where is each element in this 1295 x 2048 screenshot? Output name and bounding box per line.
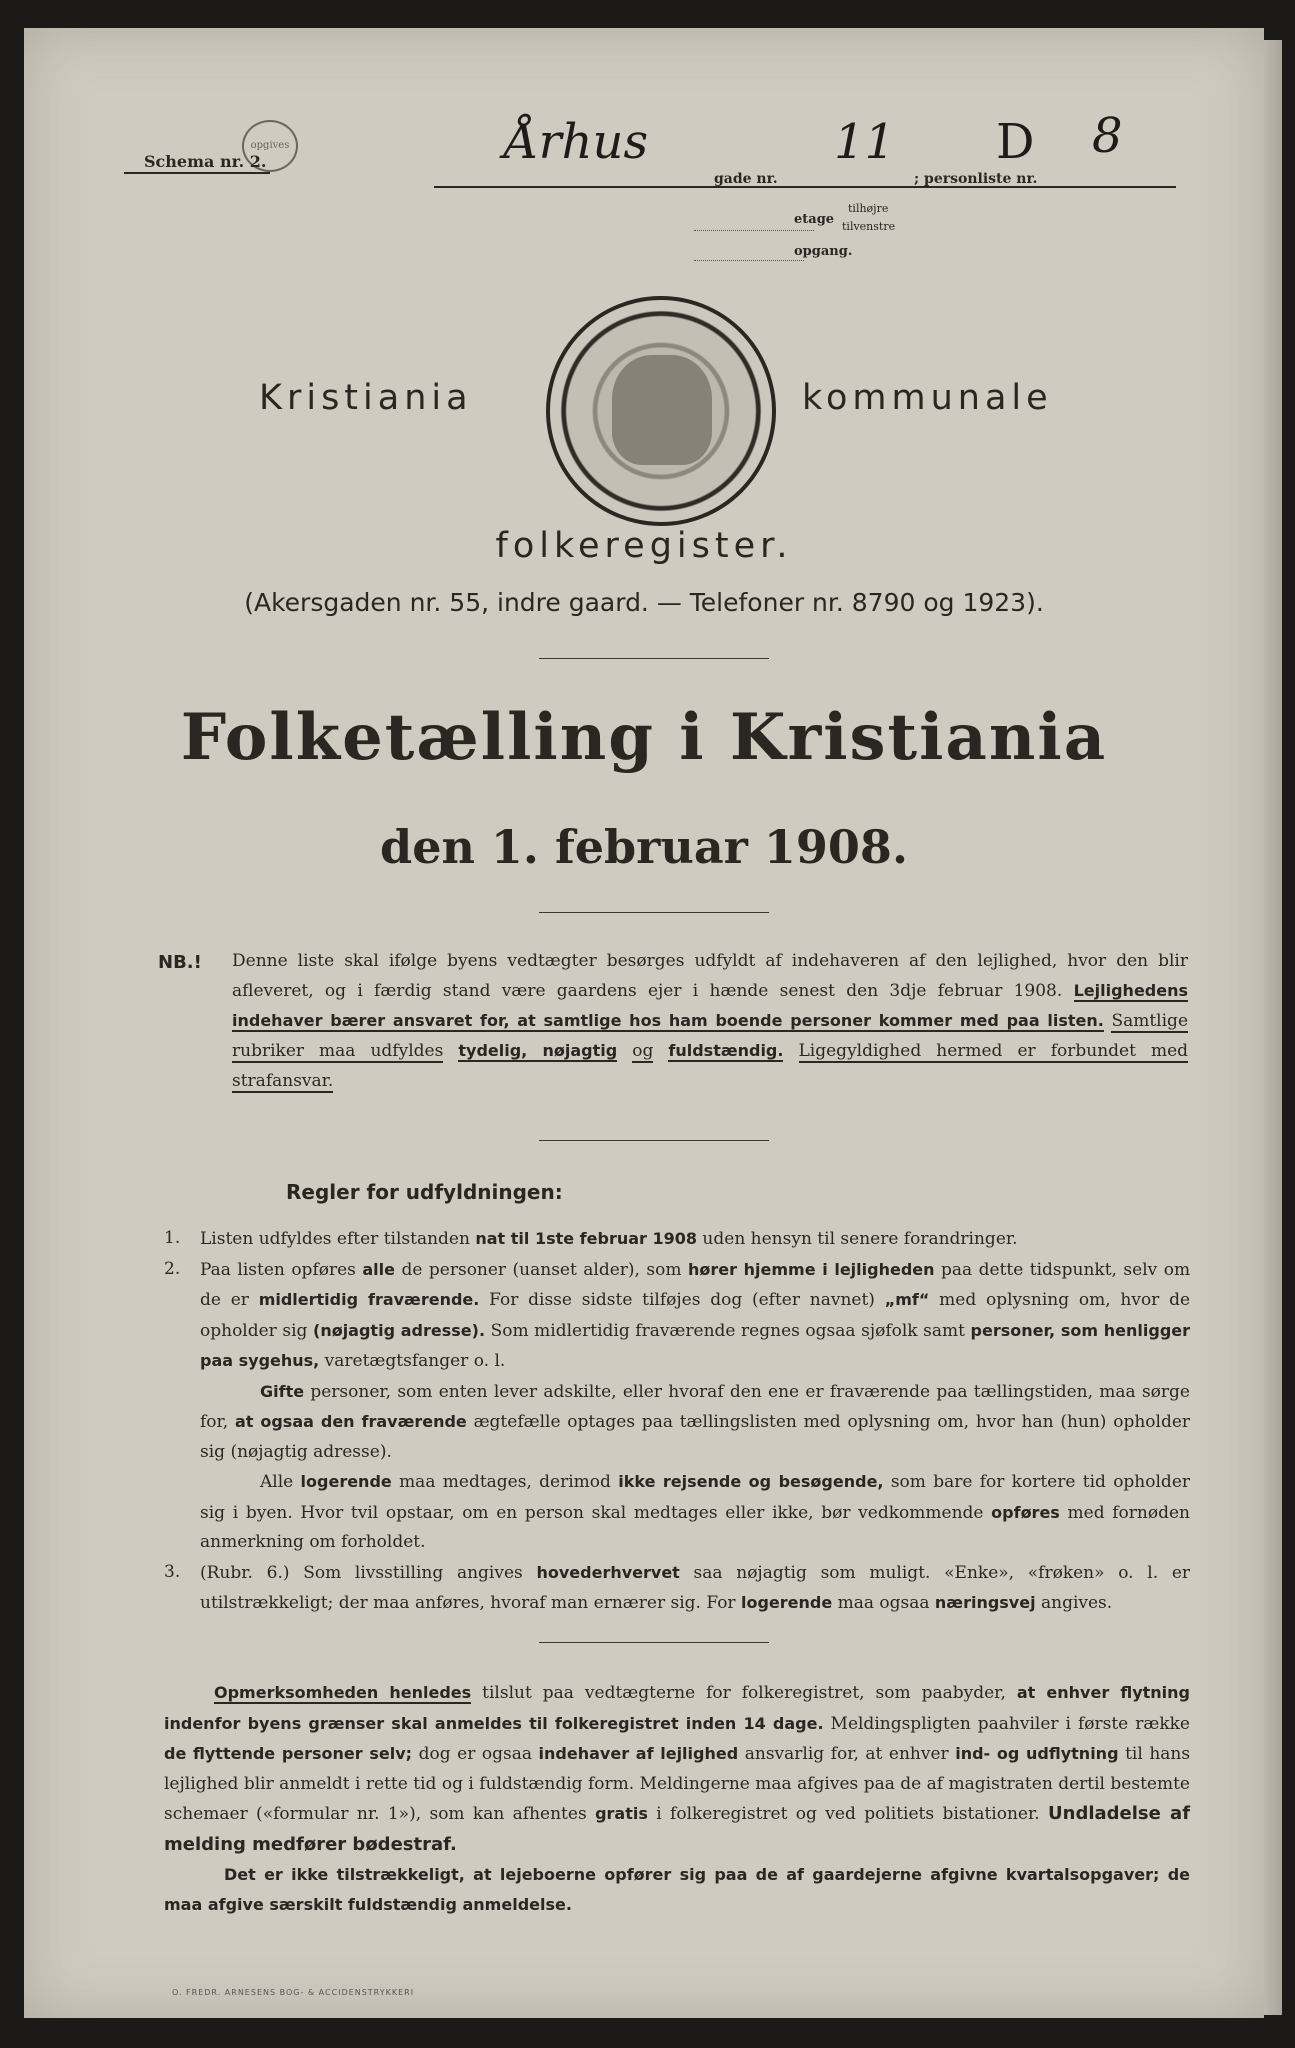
divider-1	[539, 658, 769, 659]
rules-heading: Regler for udfyldningen:	[286, 1180, 563, 1204]
divider-4	[539, 1642, 769, 1643]
rule-2-i: med oplysning om, hvor de opholder sig	[200, 1290, 1191, 1341]
rule-2-p2b: personer, som enten lever adskilte, eller hvoraf den ene er fraværende paa tællingstiden, maa sørge for,	[200, 1381, 1190, 1432]
nb-text-2: Lejlighedens indehaver bærer ansvaret for, at samtlige hos ham boende personer kommer med paa listen.	[232, 981, 1189, 1030]
rule-2-paragraph-3	[200, 1467, 1190, 1558]
handwritten-gade-nr: 11	[834, 114, 896, 170]
handwritten-letter: D	[996, 114, 1035, 170]
rule-1	[164, 1224, 1190, 1255]
nb-text-4: tydelig, nøjagtig	[458, 1041, 618, 1060]
rule-2-p2c: at ogsaa den fraværende	[234, 1412, 467, 1431]
office-address: (Akersgaden nr. 55, indre gaard. — Telefoner nr. 8790 og 1923).	[244, 588, 1044, 617]
nb-text-3: Samtlige rubriker maa udfyldes	[232, 1011, 1189, 1061]
notice-f: dog er ogsaa	[418, 1744, 532, 1764]
rule-2-paragraph-2	[200, 1377, 1190, 1468]
rule-2-p3a: Alle	[260, 1472, 294, 1492]
rule-2-m: varetægtsfanger o. l.	[324, 1351, 506, 1371]
opgang-dots	[694, 260, 804, 261]
notice-e: de flyttende personer selv;	[164, 1744, 413, 1763]
nb-paragraph	[232, 946, 1188, 1096]
rule-3-g: angives.	[1040, 1593, 1113, 1613]
rule-3-b: hovederhvervet	[536, 1562, 680, 1582]
notice-a: Opmerksomheden henledes	[214, 1683, 472, 1702]
divider-3	[539, 1140, 769, 1141]
page-edge	[1264, 40, 1282, 2015]
rule-1-c: uden hensyn til senere forandringer.	[702, 1229, 1018, 1249]
rule-1-b: nat til 1ste februar 1908	[475, 1229, 698, 1248]
rule-2-p3d: ikke rejsende og besøgende,	[618, 1472, 884, 1491]
notice-b: tilslut paa vedtægterne for folkeregistret, som paabyder,	[482, 1683, 1006, 1703]
tilhojre-label: tilhøjre	[848, 202, 889, 215]
notice-h: ansvarlig for, at enhver	[744, 1744, 949, 1764]
office-left: Kristiania	[259, 378, 473, 418]
rule-1-number: 1.	[164, 1228, 181, 1248]
rule-2-a: Paa listen opføres	[200, 1259, 356, 1280]
kristiania-seal	[546, 296, 776, 526]
rule-1-a: Listen udfyldes efter tilstanden	[200, 1229, 470, 1249]
rule-2-c: de personer (uanset alder), som	[401, 1259, 682, 1280]
gade-label: gade nr.	[714, 171, 778, 187]
rule-2-p3g: med fornøden anmerkning om forholdet.	[200, 1502, 1190, 1552]
office-line2: folkeregister.	[495, 526, 793, 566]
rule-3-number: 3.	[164, 1561, 181, 1582]
rule-3	[164, 1558, 1190, 1619]
rule-2-l: personer, som henligger paa sygehus,	[200, 1320, 1191, 1370]
stamp-text: opgives	[250, 140, 290, 151]
rule-2-k: Som midlertidig fraværende regnes ogsaa sjøfolk samt	[490, 1320, 965, 1341]
handwritten-street: Århus	[504, 114, 649, 170]
etage-label: etage	[794, 212, 835, 227]
notice-n: Det er ikke tilstrækkeligt, at lejeboerne opfører sig paa de af gaardejerne afgivne kvartalsopgaver; de maa afgive særskilt fuldstændig anmeldelse.	[164, 1865, 1190, 1914]
opgang-label: opgang.	[794, 244, 853, 259]
rule-2-p3c: maa medtages, derimod	[399, 1472, 611, 1492]
nb-text-5: og	[632, 1041, 654, 1061]
office-right: kommunale	[802, 378, 1053, 418]
rule-2-h: „mf“	[884, 1290, 930, 1309]
rule-2-p2d: ægtefælle optages paa tællingslisten med oplysning om, hvor han (hun) opholder sig (nøjagtig adresse).	[200, 1412, 1191, 1462]
rule-3-f: næringsvej	[934, 1593, 1036, 1612]
etage-dots	[694, 230, 814, 231]
document-date: den 1. februar 1908.	[380, 820, 908, 874]
rule-2-b: alle	[362, 1259, 395, 1279]
handwritten-personliste-nr: 8	[1092, 108, 1123, 164]
seal-figure	[612, 355, 712, 465]
printer-credit: O. FREDR. ARNESENS BOG- & ACCIDENSTRYKKERI	[172, 1988, 415, 1997]
rule-3-c: saa nøjagtig som muligt. «Enke», «frøken» o. l. er utilstrækkeligt; der maa anføres, hvoraf man ernærer sig. For	[200, 1562, 1191, 1613]
rule-2-text	[200, 1255, 1190, 1558]
rule-2-j: (nøjagtig adresse).	[313, 1320, 486, 1340]
rule-2-p2a: Gifte	[260, 1381, 305, 1401]
rule-3-e: maa ogsaa	[837, 1593, 930, 1613]
divider-2	[539, 912, 769, 913]
notice-l: i folkeregistret og ved politiets bistationer.	[656, 1804, 1040, 1824]
personliste-label: ; personliste nr.	[914, 171, 1038, 187]
rule-3-text	[200, 1558, 1190, 1619]
notice-k: gratis	[595, 1804, 648, 1823]
rule-2-number: 2.	[164, 1258, 181, 1279]
rule-2-f: midlertidig fraværende.	[258, 1290, 480, 1309]
rules-list	[164, 1224, 1190, 1619]
rule-2-p3f: opføres	[991, 1502, 1060, 1522]
census-form	[24, 28, 1264, 2018]
rule-1-text	[200, 1224, 1190, 1255]
address-line	[434, 186, 1176, 188]
nb-label: NB.!	[158, 952, 202, 973]
notice-c: at enhver flytning indenfor byens grænser skal anmeldes til folkeregistret inden 14 dage.	[164, 1683, 1191, 1733]
rule-3-a: (Rubr. 6.) Som livsstilling angives	[200, 1562, 523, 1583]
nb-text-6: fuldstændig.	[668, 1041, 784, 1060]
document-title: Folketælling i Kristiania	[180, 700, 1108, 775]
notice-g: indehaver af lejlighed	[538, 1744, 739, 1763]
notice-i: ind- og udflytning	[955, 1744, 1119, 1763]
rule-2-p3e: som bare for kortere tid opholder sig i byen. Hvor tvil opstaar, om en person skal medtages eller ikke, bør vedkommende	[200, 1472, 1190, 1523]
rule-2	[164, 1255, 1190, 1558]
nb-text-1: Denne liste skal ifølge byens vedtægter besørges udfyldt af indehaveren af den lejlighed, hvor den blir afleveret, og i færdig stand være gaardens ejer i hænde senest den 3dje februar 1908.	[232, 951, 1188, 1001]
schema-number: Schema nr. 2.	[124, 152, 270, 174]
tilvenstre-label: tilvenstre	[842, 220, 896, 233]
rule-2-p3b: logerende	[300, 1472, 392, 1491]
notice-d: Meldingspligten paahviler i første række	[830, 1713, 1190, 1734]
rule-3-d: logerende	[740, 1593, 833, 1612]
rule-2-e: paa dette tidspunkt, selv om de er	[200, 1259, 1191, 1310]
nb-text-7: Ligegyldighed hermed er forbundet med strafansvar.	[232, 1041, 1189, 1091]
rule-2-d: hører hjemme i lejligheden	[688, 1259, 935, 1279]
notice-paragraph	[164, 1678, 1190, 1919]
rule-2-g: For disse sidste tilføjes dog (efter navnet)	[489, 1290, 875, 1310]
notice-m: Undladelse af melding medfører bødestraf.	[164, 1803, 1191, 1855]
notice-j: til hans lejlighed blir anmeldt i rette tid og i fuldstændig form. Meldingerne maa afgives paa de af magistraten dertil bestemte schemaer («formular nr. 1»), som kan afhentes	[164, 1744, 1191, 1824]
